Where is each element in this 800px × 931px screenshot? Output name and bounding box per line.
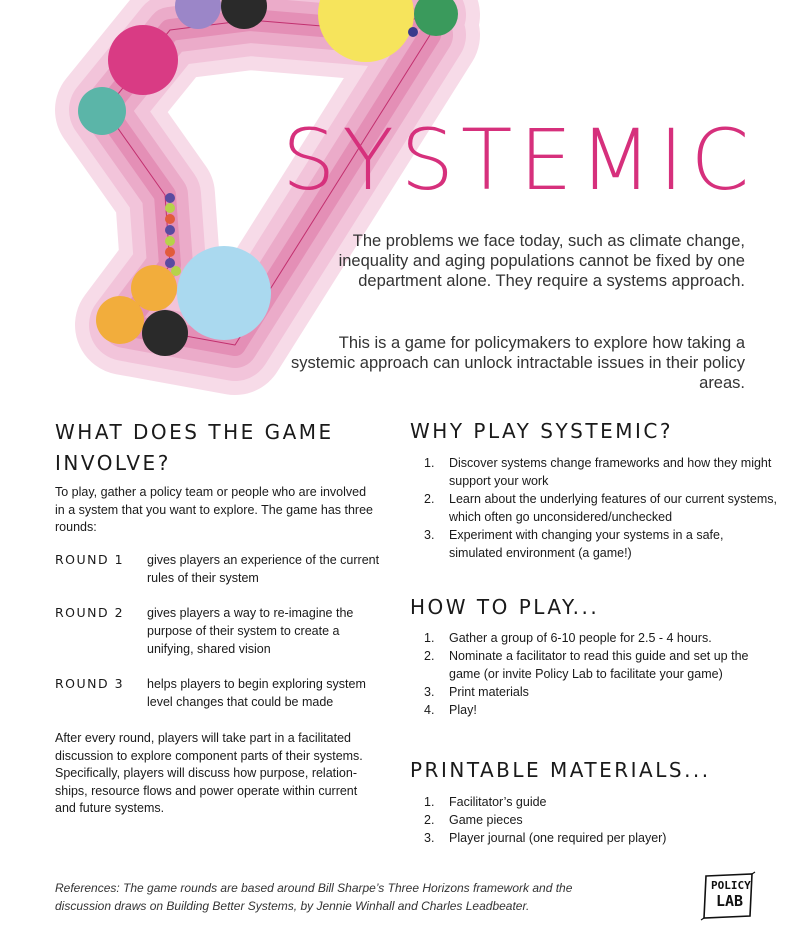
list-item	[410, 629, 780, 647]
list-number: 1.	[424, 795, 435, 809]
discussion-paragraph: After every round, players will take part in a facilitated discussion to explore component parts of their systems. Specifically, players will discuss how purpose, relationships, resource flows and power operate within current and future systems.	[55, 731, 363, 815]
round-description: helps players to begin exploring system level changes that could be made	[147, 677, 366, 709]
round-item	[55, 604, 385, 658]
round-label: ROUND 2	[55, 605, 125, 620]
list-text: Nominate a facilitator to read this guide and set up the game (or invite Policy Lab to facilitate your game)	[449, 649, 749, 681]
lightblue-circle	[177, 246, 271, 340]
printable-list	[410, 793, 780, 847]
list-item	[410, 701, 780, 719]
how-list	[410, 629, 780, 719]
list-number: 2.	[424, 649, 435, 663]
list-text: Player journal (one required per player)	[449, 831, 667, 845]
involve-intro: To play, gather a policy team or people who are involved in a system that you want to explore. The game has three rounds:	[55, 485, 373, 534]
orange-circle-2	[96, 296, 144, 344]
intro-paragraph-1: The problems we face today, such as climate change, inequality and aging populations cannot be fixed by one department alone. They require a systems approach.	[338, 232, 745, 290]
round-label: ROUND 1	[55, 552, 125, 567]
list-text: Game pieces	[449, 813, 523, 827]
list-text: Print materials	[449, 685, 529, 699]
list-number: 2.	[424, 813, 435, 827]
round-item	[55, 675, 385, 711]
magenta-circle	[108, 25, 178, 95]
list-number: 3.	[424, 685, 435, 699]
black-circle-bottom	[142, 310, 188, 356]
intro-paragraph-2: This is a game for policymakers to explore how taking a systemic approach can unlock intractable issues in their policy areas.	[291, 334, 745, 392]
list-text: Play!	[449, 703, 477, 717]
policy-lab-logo	[700, 870, 756, 922]
list-number: 1.	[424, 631, 435, 645]
page-title: SYSTEMIC	[282, 111, 757, 209]
list-item	[410, 811, 780, 829]
list-text: Discover systems change frameworks and how they might support your work	[449, 456, 772, 488]
how-heading: HOW TO PLAY...	[410, 595, 600, 619]
list-number: 3.	[424, 831, 435, 845]
list-number: 1.	[424, 456, 435, 470]
list-number: 3.	[424, 528, 435, 542]
list-item	[410, 793, 780, 811]
round-description: gives players a way to re-imagine the purpose of their system to create a unifying, shared vision	[147, 606, 354, 656]
rounds-list	[55, 551, 385, 728]
round-item	[55, 551, 385, 587]
list-text: Gather a group of 6-10 people for 2.5 - 4 hours.	[449, 631, 712, 645]
teal-circle	[78, 87, 126, 135]
list-item	[410, 829, 780, 847]
printable-heading: PRINTABLE MATERIALS...	[410, 758, 711, 782]
list-item	[410, 683, 780, 701]
list-text: Facilitator’s guide	[449, 795, 547, 809]
list-item	[410, 647, 780, 683]
why-heading: WHY PLAY SYSTEMIC?	[410, 419, 673, 443]
logo-text-policy: POLICY	[711, 879, 751, 892]
why-list	[410, 454, 780, 562]
list-number: 4.	[424, 703, 435, 717]
round-label: ROUND 3	[55, 676, 125, 691]
list-text: Learn about the underlying features of our current systems, which often go unconsidered/unchecked	[449, 492, 777, 524]
logo-text-lab: LAB	[716, 892, 744, 910]
list-item	[410, 490, 780, 526]
list-text: Experiment with changing your systems in a safe, simulated environment (a game!)	[449, 528, 724, 560]
involve-heading: WHAT DOES THE GAME INVOLVE?	[55, 420, 334, 475]
references-note: References: The game rounds are based around Bill Sharpe’s Three Horizons framework and the discussion draws on Building Better Systems, by Jennie Winhall and Charles Leadbeater.	[55, 881, 573, 913]
list-item	[410, 454, 780, 490]
round-description: gives players an experience of the current rules of their system	[147, 553, 380, 585]
list-item	[410, 526, 780, 562]
list-number: 2.	[424, 492, 435, 506]
navy-dot	[408, 27, 418, 37]
